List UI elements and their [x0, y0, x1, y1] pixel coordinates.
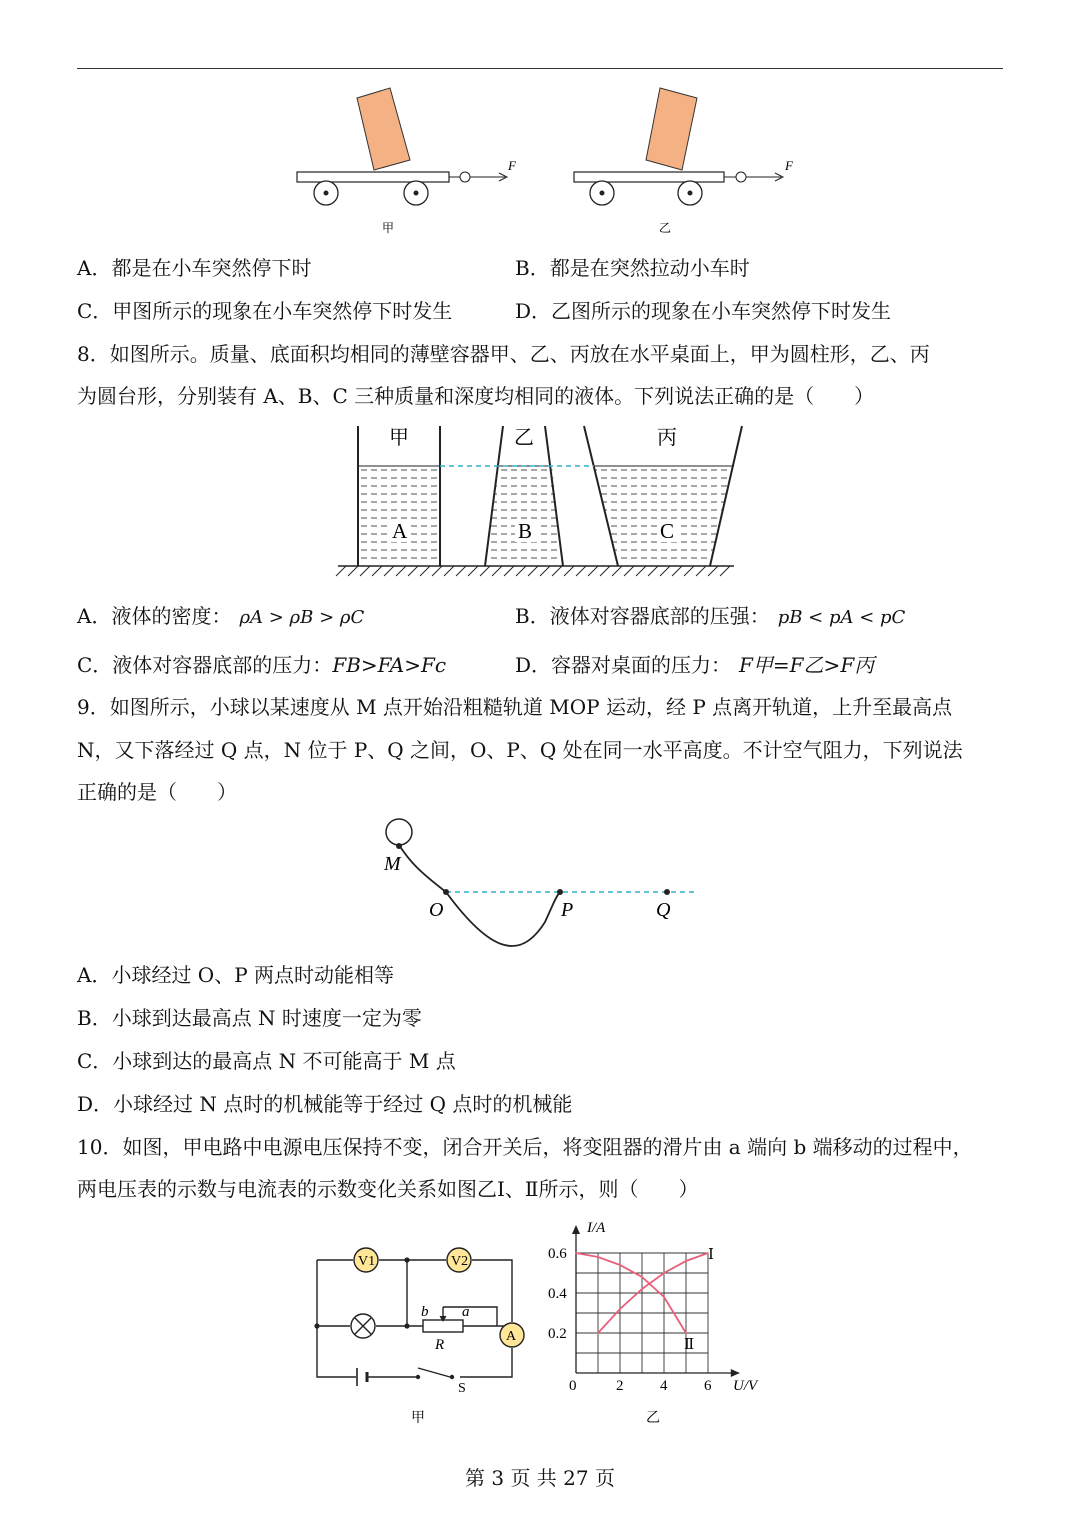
q8-option-d: D．容器对桌面的压力： F甲=F乙>F丙	[515, 653, 875, 677]
q8-text-line2: 为圆台形，分别装有 A、B、C 三种质量和深度均相同的液体。下列说法正确的是（ ）	[77, 384, 875, 408]
resistor-label: R	[435, 1337, 445, 1353]
q8-text-line1: 8．如图所示。质量、底面积均相同的薄壁容器甲、乙、丙放在水平桌面上，甲为圆柱形，乙、丙	[77, 342, 930, 366]
q9-option-b: B．小球到达最高点 N 时速度一定为零	[77, 1006, 422, 1030]
point-label-q: Q	[656, 899, 671, 921]
q7-option-a: A．都是在小车突然停下时	[77, 256, 312, 280]
q9-text-line3: 正确的是（ ）	[77, 780, 237, 804]
cart-jia	[297, 88, 507, 205]
block-yi	[646, 88, 697, 170]
y-tick-0.2: 0.2	[548, 1326, 567, 1342]
switch-label: S	[458, 1381, 466, 1396]
graph-origin: 0	[569, 1378, 577, 1394]
slider-end-a: a	[462, 1304, 470, 1320]
point-label-m: M	[384, 853, 401, 875]
graph-ylabel: I/A	[587, 1220, 606, 1236]
q7-option-b: B．都是在突然拉动小车时	[515, 256, 750, 280]
graph-xlabel: U/V	[733, 1378, 758, 1394]
q10-text-line2: 两电压表的示数与电流表的示数变化关系如图乙Ⅰ、Ⅱ所示，则（ ）	[77, 1177, 699, 1201]
cart-yi	[574, 88, 783, 205]
x-tick-2: 2	[616, 1378, 624, 1394]
v2-label: V2	[451, 1254, 469, 1269]
graph-grid	[576, 1253, 708, 1373]
point-label-p: P	[561, 899, 574, 921]
q9-text-line2: N，又下落经过 Q 点，N 位于 P、Q 之间，O、P、Q 处在同一水平高度。不计空气阻力，下列说法	[77, 738, 963, 762]
series-1-point-1	[619, 1308, 621, 1310]
series-1-point-0	[597, 1332, 599, 1334]
liquid-label-c: C	[660, 519, 675, 543]
graph-axes	[572, 1225, 740, 1377]
series-2-point-1	[597, 1256, 599, 1258]
series-2-point-5	[685, 1332, 687, 1334]
q9-option-a: A．小球经过 O、P 两点时动能相等	[77, 963, 395, 987]
graph-fig-label: 乙	[646, 1410, 660, 1426]
track-mop	[399, 845, 560, 946]
q10-text-line1: 10．如图，甲电路中电源电压保持不变，闭合开关后，将变阻器的滑片由 a 端向 b 端移动的过程中，	[77, 1135, 973, 1159]
x-tick-4: 4	[660, 1378, 668, 1394]
container-label-yi: 乙	[514, 425, 534, 449]
force-label-jia: F	[508, 158, 516, 173]
container-label-bing: 丙	[657, 425, 677, 449]
q10-iu-graph	[540, 1220, 800, 1430]
series-1-point-3	[663, 1272, 665, 1274]
page-footer: 第 3 页 共 27 页	[465, 1466, 615, 1490]
q7-cart-figure	[0, 0, 1080, 240]
curve-label-2: Ⅱ	[684, 1337, 695, 1353]
fig-label-yi: 乙	[659, 221, 672, 235]
curve-label-1: Ⅰ	[708, 1247, 714, 1263]
liquid-label-b: B	[518, 519, 533, 543]
x-arrow	[731, 1369, 740, 1377]
q8-option-b: B．液体对容器底部的压强： pB < pA < pC	[515, 604, 906, 628]
point-label-o: O	[429, 899, 444, 921]
q9-option-c: C．小球到达的最高点 N 不可能高于 M 点	[77, 1049, 456, 1073]
q8-option-a: A．液体的密度： ρA > ρB > ρC	[77, 604, 365, 628]
q8-containers-figure	[0, 410, 1080, 610]
q9-option-d: D．小球经过 N 点时的机械能等于经过 Q 点时的机械能	[77, 1092, 573, 1116]
liquid-label-a: A	[392, 519, 408, 543]
series-1-point-2	[641, 1288, 643, 1290]
x-tick-6: 6	[704, 1378, 712, 1394]
force-label-yi: F	[785, 158, 793, 173]
q7-option-d: D．乙图所示的现象在小车突然停下时发生	[515, 299, 892, 323]
slider-end-b: b	[421, 1304, 429, 1320]
y-tick-0.4: 0.4	[548, 1286, 567, 1302]
series-2-point-4	[663, 1296, 665, 1298]
q9-text-line1: 9．如图所示，小球以某速度从 M 点开始沿粗糙轨道 MOP 运动，经 P 点离开轨道，上升至最高点	[77, 695, 953, 719]
series-2-point-2	[619, 1264, 621, 1266]
circuit-fig-label: 甲	[411, 1410, 425, 1426]
ammeter-label: A	[506, 1329, 517, 1344]
fig-label-jia: 甲	[382, 221, 395, 235]
block-jia	[357, 88, 410, 170]
v1-label: V1	[358, 1254, 376, 1269]
container-label-jia: 甲	[389, 425, 409, 449]
series-2-point-0	[575, 1252, 577, 1254]
q8-option-c: C．液体对容器底部的压力：FB>FA>Fc	[77, 653, 447, 677]
q7-option-c: C．甲图所示的现象在小车突然停下时发生	[77, 299, 453, 323]
graph-ticks	[548, 1246, 712, 1394]
y-tick-0.6: 0.6	[548, 1246, 567, 1262]
ball	[386, 819, 412, 845]
y-arrow	[572, 1225, 580, 1234]
series-1-point-4	[685, 1260, 687, 1262]
series-2-point-3	[641, 1276, 643, 1278]
q9-track-figure	[0, 812, 1080, 952]
